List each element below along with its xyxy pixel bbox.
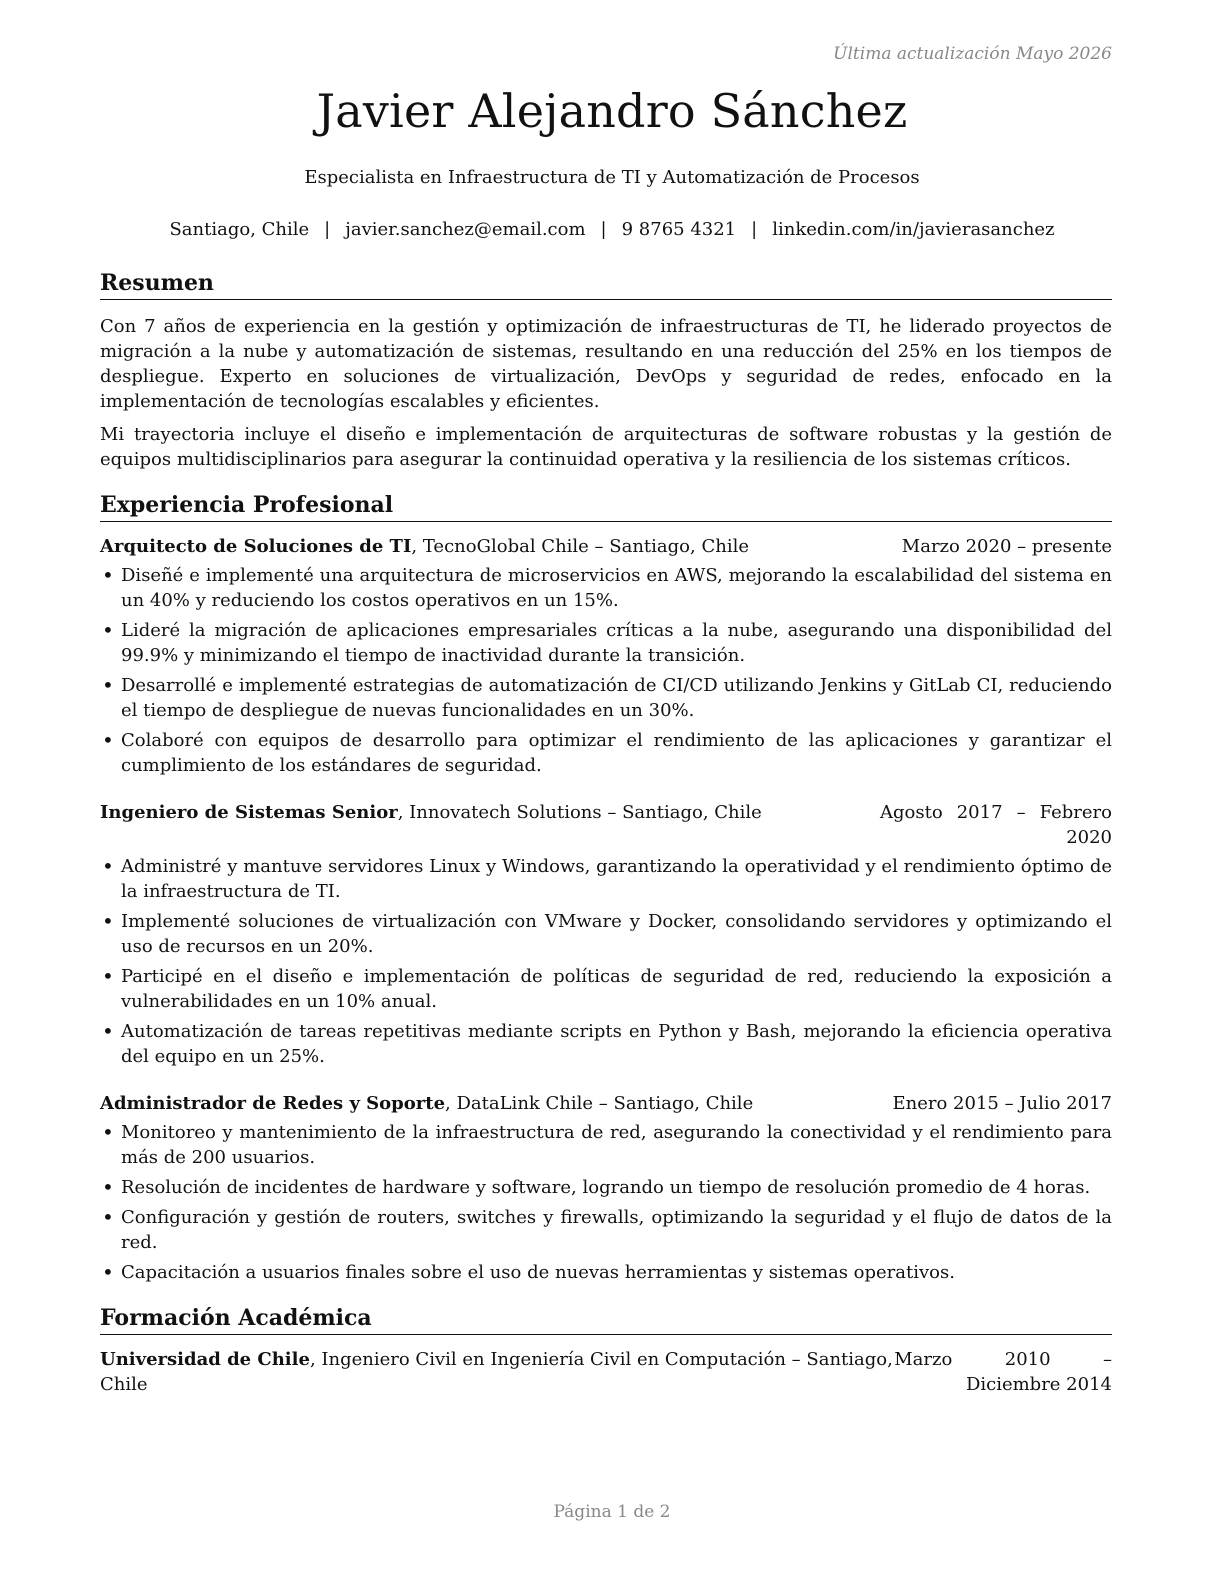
job-role: Administrador de Redes y Soporte <box>100 1093 446 1114</box>
contact-separator: | <box>324 219 331 240</box>
job-dates: Enero 2015 – Julio 2017 <box>892 1093 1112 1114</box>
job-entry <box>100 800 1112 1069</box>
section-title-summary: Resumen <box>100 268 1112 300</box>
contact-separator: | <box>751 219 758 240</box>
experience-section <box>100 490 1112 1285</box>
contact-line <box>0 219 1224 240</box>
job-bullet: • Participé en el diseño e implementación de políticas de seguridad de red, reduciendo la exposición a vulnerabilidades en un 10% anual. <box>100 964 1112 1014</box>
job-bullet: • Colaboré con equipos de desarrollo para optimizar el rendimiento de las aplicaciones y garantizar el cumplimiento de los estándares de seguridad. <box>100 728 1112 778</box>
job-entry <box>100 534 1112 778</box>
section-title-experience: Experiencia Profesional <box>100 490 1112 522</box>
last-updated: Última actualización Mayo 2026 <box>833 44 1112 64</box>
contact-phone: 9 8765 4321 <box>621 219 737 240</box>
page-number: Página 1 de 2 <box>553 1502 671 1522</box>
job-bullet: • Administré y mantuve servidores Linux y Windows, garantizando la operatividad y el rendimiento óptimo de la infraestructura de TI. <box>100 854 1112 904</box>
summary-paragraph: Mi trayectoria incluye el diseño e implementación de arquitecturas de software robustas y la gestión de equipos multidisciplinarios para asegurar la continuidad operativa y la resiliencia de los sistemas críticos. <box>100 424 1112 470</box>
job-company: , DataLink Chile – Santiago, Chile <box>445 1093 754 1114</box>
contact-email[interactable]: javier.sanchez@email.com <box>345 219 586 240</box>
education-dates: Marzo 2010 – Diciembre 2014 <box>894 1349 1112 1395</box>
education-section <box>100 1303 1112 1397</box>
section-title-education: Formación Académica <box>100 1303 1112 1335</box>
job-bullet: • Diseñé e implementé una arquitectura de microservicios en AWS, mejorando la escalabilidad del sistema en un 40% y reduciendo los costos operativos en un 15%. <box>100 563 1112 613</box>
job-role: Arquitecto de Soluciones de TI <box>100 536 412 557</box>
contact-separator: | <box>600 219 607 240</box>
job-company: , TecnoGlobal Chile – Santiago, Chile <box>411 536 749 557</box>
job-bullet: • Desarrollé e implementé estrategias de automatización de CI/CD utilizando Jenkins y GitLab CI, reduciendo el tiempo de despliegue de nuevas funcionalidades en un 30%. <box>100 673 1112 723</box>
job-bullet: • Monitoreo y mantenimiento de la infraestructura de red, asegurando la conectividad y el rendimiento para más de 200 usuarios. <box>100 1120 1112 1170</box>
contact-linkedin[interactable]: linkedin.com/in/javierasanchez <box>772 219 1055 240</box>
job-bullet: • Configuración y gestión de routers, switches y firewalls, optimizando la seguridad y el flujo de datos de la red. <box>100 1205 1112 1255</box>
resume-body <box>100 268 1112 1397</box>
contact-location: Santiago, Chile <box>169 219 310 240</box>
job-dates: Agosto 2017 – Febrero 2020 <box>880 802 1112 848</box>
job-bullet: • Automatización de tareas repetitivas mediante scripts en Python y Bash, mejorando la eficiencia operativa del equipo en un 25%. <box>100 1019 1112 1069</box>
job-bullet: • Resolución de incidentes de hardware y software, logrando un tiempo de resolución promedio de 4 horas. <box>100 1175 1112 1200</box>
job-entry <box>100 1091 1112 1285</box>
job-bullet: • Implementé soluciones de virtualización con VMware y Docker, consolidando servidores y optimizando el uso de recursos en un 20%. <box>100 909 1112 959</box>
education-entry <box>100 1347 1112 1397</box>
summary-section <box>100 268 1112 472</box>
education-institution: Universidad de Chile <box>100 1349 310 1370</box>
candidate-name: Javier Alejandro Sánchez <box>316 84 908 138</box>
job-dates: Marzo 2020 – presente <box>901 536 1112 557</box>
job-role: Ingeniero de Sistemas Senior <box>100 802 398 823</box>
job-company: , Innovatech Solutions – Santiago, Chile <box>397 802 762 823</box>
job-bullet: • Lideré la migración de aplicaciones empresariales críticas a la nube, asegurando una disponibilidad del 99.9% y minimizando el tiempo de inactividad durante la transición. <box>100 618 1112 668</box>
education-degree: , Ingeniero Civil en Ingeniería Civil en Computación – Santiago, Chile <box>100 1349 893 1395</box>
summary-paragraph: Con 7 años de experiencia en la gestión y optimización de infraestructuras de TI, he liderado proyectos de migración a la nube y automatización de sistemas, resultando en una reducción del 25% en los tiempos de despliegue. Experto en soluciones de virtualización, DevOps y seguridad de redes, enfocado en la implementación de tecnologías escalables y eficientes. <box>100 316 1112 412</box>
tagline: Especialista en Infraestructura de TI y Automatización de Procesos <box>304 167 920 188</box>
job-bullet: • Capacitación a usuarios finales sobre el uso de nuevas herramientas y sistemas operativos. <box>100 1260 1112 1285</box>
